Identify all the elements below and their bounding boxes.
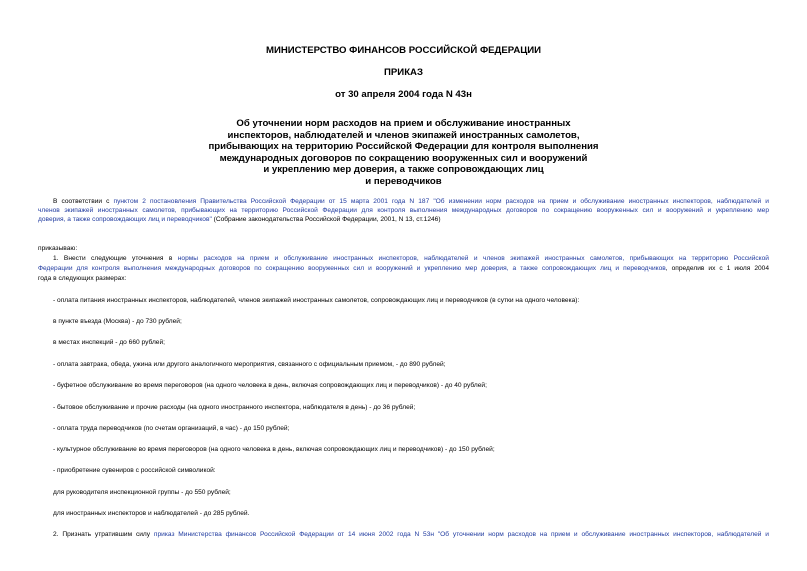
date-number-heading: от 30 апреля 2004 года N 43н	[335, 89, 472, 100]
list-item: - оплата завтрака, обеда, ужина или другого аналогичного мероприятия, связанного с официальным приемом, - до 890 рублей;	[53, 361, 446, 368]
order-word: приказываю:	[38, 245, 78, 252]
item1-text: 1. Внести следующие уточнения в	[53, 255, 178, 262]
list-item: - приобретение сувениров с российской символикой:	[53, 467, 216, 474]
subject-line: Об уточнении норм расходов на прием и обслуживание иностранных	[236, 118, 571, 129]
preamble-line	[53, 197, 769, 206]
repealed-order-link[interactable]: приказ Министерства финансов Российской Федерации от 14 июня 2002 года N 53н "Об уточнении норм расходов на прием и обслуживание иностранных инспекторов, наблюдателей и	[153, 531, 769, 538]
item2-text: 2. Признать утратившим силу	[53, 531, 154, 538]
norms-link[interactable]: нормы расходов на прием и обслуживание иностранных инспекторов, наблюдателей и членов экипажей иностранных самолетов, прибывающих на территорию Российской	[177, 255, 769, 262]
list-item: в пункте въезда (Москва) - до 730 рублей;	[53, 318, 182, 325]
norms-link[interactable]: Федерации для контроля выполнения международных договоров по сокращению вооруженных сил и вооружений и укреплению мер доверия, а также сопровождающих лиц и переводчиков	[38, 265, 666, 272]
decree-link[interactable]: пунктом 2 постановления Правительства Российской Федерации от 15 марта 2001 года N 187 "Об изменении норм расходов на прием и обслуживание иностранных инспекторов, наблюдателей и	[113, 198, 769, 205]
decree-link[interactable]: доверия, а также сопровождающих лиц и переводчиков"	[38, 216, 212, 223]
item2-line	[53, 530, 769, 539]
item1-line	[53, 254, 769, 263]
list-item: для руководителя инспекционной группы - до 550 рублей;	[53, 489, 231, 496]
doc-type-heading: ПРИКАЗ	[384, 67, 423, 78]
item1-line	[38, 264, 769, 273]
ministry-heading: МИНИСТЕРСТВО ФИНАНСОВ РОССИЙСКОЙ ФЕДЕРАЦИИ	[265, 45, 542, 56]
subject-line: прибывающих на территорию Российской Федерации для контроля выполнения	[208, 141, 599, 153]
preamble-line	[38, 215, 769, 224]
list-item: - оплата труда переводчиков (по счетам организаций, в час) - до 150 рублей;	[53, 425, 290, 432]
list-item: для иностранных инспекторов и наблюдателей - до 285 рублей.	[53, 510, 250, 517]
preamble-line	[38, 206, 769, 215]
document-subject	[0, 118, 807, 188]
list-item: - оплата питания иностранных инспекторов, наблюдателей, членов экипажей иностранных самолетов, сопровождающих лиц и переводчиков (в сутки на одного человека):	[53, 297, 580, 304]
item1-line: года в следующих размерах:	[38, 275, 127, 282]
list-item: в местах инспекций - до 660 рублей;	[53, 339, 165, 346]
subject-line: и переводчиков	[365, 175, 442, 187]
item1-text: , определив их с 1 июля 2004	[665, 265, 769, 272]
subject-line: и укреплению мер доверия, а также сопровождающих лиц	[263, 164, 544, 176]
subject-line: инспекторов, наблюдателей и членов экипажей иностранных самолетов,	[227, 129, 580, 141]
preamble-text: (Собрание законодательства Российской Федерации, 2001, N 13, ст.1246)	[211, 216, 441, 223]
list-item: - культурное обслуживание во время переговоров (на одного человека в день, включая сопровождающих лиц и переводчиков) - до 150 рублей;	[53, 446, 495, 453]
preamble-text: В соответствии с	[53, 198, 114, 205]
list-item: - бытовое обслуживание и прочие расходы (на одного иностранного инспектора, наблюдателя в день) - до 36 рублей;	[53, 404, 416, 411]
subject-line: международных договоров по сокращению вооруженных сил и вооружений	[219, 152, 588, 164]
decree-link[interactable]: членов экипажей иностранных самолетов, прибывающих на территорию Российской Федерации для контроля выполнения международных договоров по сокращению вооруженных сил и вооружений и укреплению мер	[38, 207, 769, 214]
list-item: - буфетное обслуживание во время переговоров (на одного человека в день, включая сопровождающих лиц и переводчиков) - до 40 рублей;	[53, 382, 487, 389]
